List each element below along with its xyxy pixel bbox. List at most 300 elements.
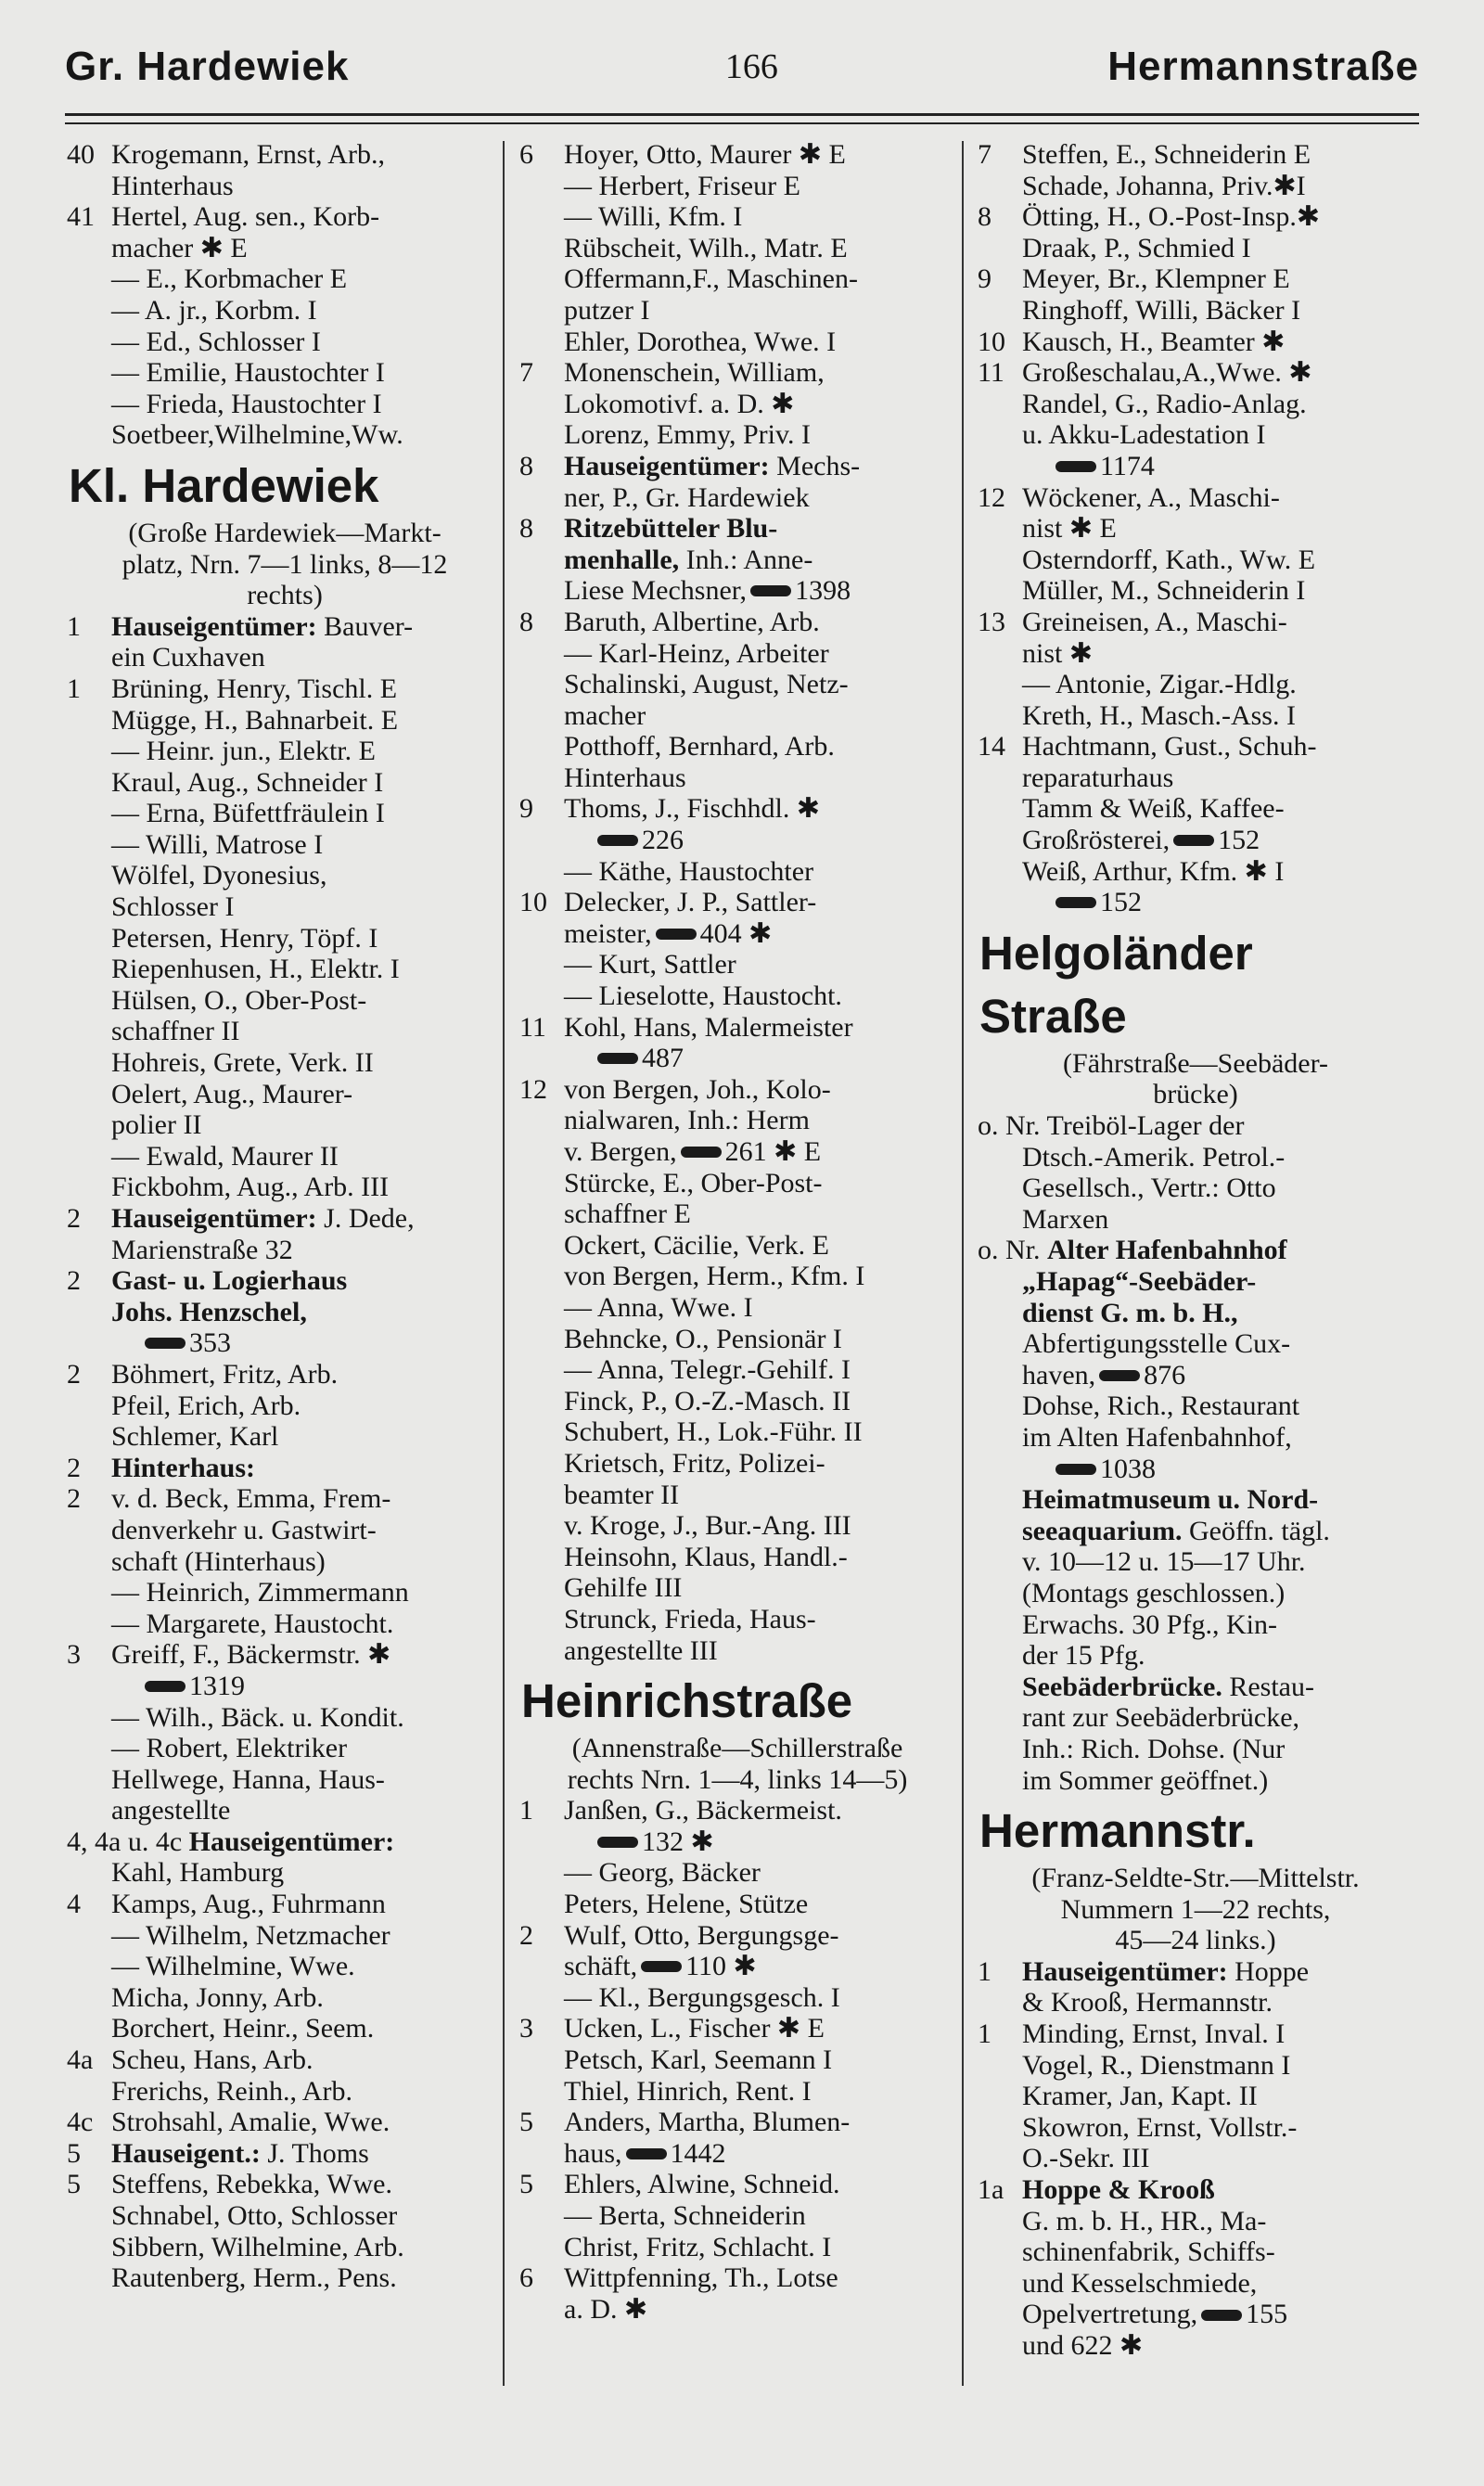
directory-entry <box>519 1480 955 1511</box>
house-number: o. Nr. <box>978 1110 1041 1142</box>
directory-entry <box>978 1235 1414 1266</box>
directory-entry <box>519 638 955 670</box>
directory-entry <box>67 1265 503 1297</box>
directory-entry <box>519 607 955 638</box>
directory-entry <box>67 295 503 327</box>
entry-text: Schlemer, Karl <box>111 1421 279 1453</box>
entry-text: Greiff, F., Bäckermstr. ✱ <box>111 1639 391 1671</box>
phone-number: 404 ✱ <box>699 917 773 949</box>
directory-entry <box>978 327 1414 358</box>
directory-entry <box>978 1454 1414 1485</box>
house-number: 2 <box>67 1483 81 1515</box>
entry-label: dienst G. m. b. H., <box>1022 1297 1238 1328</box>
directory-entry <box>519 357 955 389</box>
directory-entry <box>519 1354 955 1386</box>
entry-text: Inh.: Anne- <box>685 544 813 575</box>
telephone-icon <box>1055 1464 1096 1475</box>
entry-text: Gehilfe III <box>564 1572 683 1604</box>
entry-text: — Willi, Matrose I <box>111 828 324 860</box>
entry-text: Baruth, Albertine, Arb. <box>564 606 820 637</box>
entry-text: meister, <box>564 917 652 949</box>
house-number: 1 <box>978 1955 991 1987</box>
house-number: 11 <box>978 357 1004 389</box>
directory-entry <box>519 887 955 918</box>
directory-entry <box>519 2200 955 2232</box>
entry-text: Kreth, H., Masch.-Ass. I <box>1022 699 1296 731</box>
page-number: 166 <box>724 47 778 86</box>
directory-entry <box>67 1826 503 1858</box>
entry-text: polier II <box>111 1109 202 1141</box>
entry-text: Offermann,F., Maschinen- <box>564 263 858 295</box>
directory-entry <box>978 2236 1414 2268</box>
entry-text: nist ✱ E <box>1022 513 1117 545</box>
directory-entry <box>519 2169 955 2200</box>
entry-text: — Anna, Wwe. I <box>564 1291 753 1323</box>
entry-text: schäft, <box>564 1951 638 1982</box>
directory-entry <box>978 171 1414 202</box>
column-2 <box>519 139 955 2403</box>
entry-text: putzer I <box>564 294 650 326</box>
entry-text: — Ewald, Maurer II <box>111 1140 339 1172</box>
house-number: 9 <box>978 263 991 295</box>
directory-entry <box>519 2294 955 2326</box>
directory-entry <box>67 1951 503 1982</box>
directory-entry <box>519 1386 955 1417</box>
directory-entry <box>67 1297 503 1328</box>
directory-entry <box>519 171 955 202</box>
street-range-note: platz, Nrn. 7—1 links, 8—12 <box>122 548 448 580</box>
entry-label: Johs. Henzschel, <box>111 1296 307 1327</box>
phone-number: 353 <box>189 1327 231 1359</box>
directory-entry <box>978 856 1414 888</box>
directory-entry <box>978 669 1414 700</box>
street-range-note: (Fährstraße—Seebäder- <box>1063 1047 1328 1079</box>
telephone-icon <box>145 1681 186 1692</box>
directory-entry <box>978 389 1414 420</box>
entry-text: — Kl., Bergungsgesch. I <box>564 1981 840 2013</box>
phone-number: 1174 <box>1100 450 1155 481</box>
directory-entry <box>978 2206 1414 2237</box>
entry-label: Hauseigentümer: <box>1022 1955 1228 1987</box>
entry-text: v. 10—12 u. 15—17 Uhr. <box>1022 1546 1306 1578</box>
entry-text: Kohl, Hans, Malermeister <box>564 1011 853 1043</box>
house-number: 8 <box>978 201 991 233</box>
telephone-icon <box>1173 835 1214 846</box>
entry-text: — Lieselotte, Haustocht. <box>564 980 842 1012</box>
entry-text: Marienstraße 32 <box>111 1234 293 1265</box>
entry-text: Fickbohm, Aug., Arb. III <box>111 1172 390 1203</box>
directory-entry <box>519 762 955 794</box>
entry-text: (Montags geschlossen.) <box>1022 1577 1286 1608</box>
entry-text: schaffner II <box>111 1016 240 1047</box>
directory-entry <box>978 1173 1414 1204</box>
house-number: 13 <box>978 606 1005 637</box>
entry-text: — Ed., Schlosser I <box>111 326 321 357</box>
house-number: 1 <box>978 2018 991 2050</box>
directory-entry <box>67 201 503 233</box>
entry-text: — Berta, Schneiderin <box>564 2200 806 2231</box>
directory-entry <box>67 1702 503 1734</box>
directory-entry <box>67 2013 503 2044</box>
header-left-street: Gr. Hardewiek <box>65 44 350 89</box>
entry-text: angestellte III <box>564 1634 718 1666</box>
house-number: 4 <box>67 1889 81 1920</box>
directory-entry <box>978 2174 1414 2206</box>
entry-text: Abfertigungsstelle Cux- <box>1022 1328 1291 1360</box>
entry-label: menhalle, <box>564 544 680 575</box>
entry-text: Thoms, J., Fischhdl. ✱ <box>564 793 820 825</box>
entry-label: Hauseigentümer: <box>188 1826 395 1857</box>
entry-text: Kamps, Aug., Fuhrmann <box>111 1889 386 1920</box>
entry-text: Rübscheit, Wilh., Matr. E <box>564 232 848 263</box>
directory-entry <box>978 1578 1414 1609</box>
entry-text: — Willi, Kfm. I <box>564 201 743 233</box>
entry-text: — Antonie, Zigar.-Hdlg. <box>1022 669 1297 700</box>
directory-entry <box>67 1235 503 1266</box>
directory-entry <box>978 575 1414 607</box>
entry-text: v. Kroge, J., Bur.-Ang. III <box>564 1510 851 1542</box>
entry-text: haus, <box>564 2137 622 2169</box>
directory-entry <box>67 263 503 295</box>
house-number: 5 <box>519 2107 533 2138</box>
entry-text: Mügge, H., Bahnarbeit. E <box>111 704 399 736</box>
directory-entry <box>519 2107 955 2138</box>
directory-entry <box>978 451 1414 482</box>
directory-entry <box>67 1109 503 1141</box>
directory-entry <box>978 1328 1414 1360</box>
entry-text: Strohsahl, Amalie, Wwe. <box>111 2107 390 2138</box>
entry-text: Dohse, Rich., Restaurant <box>1022 1390 1300 1422</box>
directory-entry <box>978 2050 1414 2082</box>
phone-number: 1442 <box>670 2137 726 2169</box>
entry-text: Geöffn. tägl. <box>1189 1515 1330 1546</box>
directory-entry <box>67 1483 503 1515</box>
entry-text: Frerichs, Reinh., Arb. <box>111 2075 352 2107</box>
entry-text: Petsch, Karl, Seemann I <box>564 2044 833 2076</box>
entry-text: Gesellsch., Vertr.: Otto <box>1022 1173 1276 1204</box>
entry-text: Krogemann, Ernst, Arb., <box>111 139 385 170</box>
entry-text: Restau- <box>1229 1671 1314 1702</box>
house-number: 8 <box>519 513 533 545</box>
directory-entry <box>978 1390 1414 1422</box>
entry-text: macher <box>564 699 646 731</box>
entry-text: von Bergen, Herm., Kfm. I <box>564 1261 865 1292</box>
entry-text: Kramer, Jan, Kapt. II <box>1022 2081 1258 2112</box>
entry-text: Müller, M., Schneiderin I <box>1022 575 1306 607</box>
entry-label: Hinterhaus: <box>111 1452 256 1483</box>
entry-text: Hoppe <box>1235 1955 1310 1987</box>
directory-entry <box>978 887 1414 918</box>
directory-entry <box>519 700 955 732</box>
directory-entry <box>978 2018 1414 2050</box>
entry-text: — A. jr., Korbm. I <box>111 294 317 326</box>
house-number: 3 <box>519 2013 533 2044</box>
directory-entry <box>67 1546 503 1578</box>
house-number: 3 <box>67 1639 81 1671</box>
house-number: 4, 4a u. 4c <box>67 1826 183 1857</box>
street-range-note: (Franz-Seldte-Str.—Mittelstr. <box>1031 1863 1360 1894</box>
directory-entry <box>519 856 955 888</box>
entry-text: — Wilhelm, Netzmacher <box>111 1919 390 1951</box>
directory-entry <box>978 1204 1414 1236</box>
entry-text: Kahl, Hamburg <box>111 1857 285 1889</box>
house-number: 2 <box>67 1358 81 1390</box>
directory-entry <box>67 2262 503 2294</box>
phone-number: 155 <box>1246 2299 1288 2330</box>
entry-text: Draak, P., Schmied I <box>1022 232 1251 263</box>
directory-entry <box>978 1142 1414 1173</box>
entry-text: reparaturhaus <box>1022 762 1174 793</box>
entry-label: Ritzebütteler Blu- <box>564 513 778 545</box>
directory-entry <box>978 638 1414 670</box>
phone-number: 261 ✱ E <box>724 1136 822 1167</box>
directory-entry <box>67 1577 503 1608</box>
directory-entry <box>67 1733 503 1764</box>
entry-text: Treiböl-Lager der <box>1046 1110 1245 1142</box>
entry-text: — Heinr. jun., Elektr. E <box>111 736 376 767</box>
entry-text: — Frieda, Haustochter I <box>111 388 382 419</box>
directory-entry <box>67 1671 503 1702</box>
entry-text: Monenschein, William, <box>564 357 825 389</box>
directory-entry <box>519 327 955 358</box>
house-number: 2 <box>67 1265 81 1297</box>
telephone-icon <box>656 929 697 940</box>
house-number: 40 <box>67 139 95 170</box>
house-number: 1 <box>519 1795 533 1826</box>
telephone-icon <box>1055 461 1096 472</box>
directory-entry <box>67 1889 503 1920</box>
entry-text: rant zur Seebäderbrücke, <box>1022 1702 1300 1734</box>
entry-text: — Heinrich, Zimmermann <box>111 1577 409 1608</box>
directory-entry <box>67 891 503 923</box>
street-heading: Straße <box>979 989 1127 1043</box>
street-heading: Hermannstr. <box>979 1804 1256 1858</box>
entry-text: schaffner E <box>564 1198 691 1230</box>
entry-text: Weiß, Arthur, Kfm. ✱ I <box>1022 855 1285 887</box>
directory-entry <box>67 829 503 861</box>
house-number: 1 <box>67 610 81 642</box>
entry-text: Marxen <box>1022 1203 1109 1235</box>
entry-text: Ringhoff, Willi, Bäcker I <box>1022 294 1301 326</box>
entry-text: der 15 Pfg. <box>1022 1640 1145 1672</box>
entry-text: Steffens, Rebekka, Wwe. <box>111 2169 392 2200</box>
directory-entry <box>519 793 955 825</box>
directory-entry <box>519 1795 955 1826</box>
header-right-street: Hermannstraße <box>1107 44 1419 89</box>
house-number: 7 <box>519 357 533 389</box>
directory-entry <box>519 1542 955 1573</box>
entry-text: Janßen, G., Bäckermeist. <box>564 1795 842 1826</box>
directory-entry <box>67 1453 503 1484</box>
entry-text: Randel, G., Radio-Anlag. <box>1022 388 1307 419</box>
entry-text: Bauver- <box>324 610 414 642</box>
directory-entry <box>67 767 503 799</box>
directory-entry <box>519 139 955 171</box>
entry-label: Seebäderbrücke. <box>1022 1671 1222 1702</box>
entry-text: O.-Sekr. III <box>1022 2143 1150 2174</box>
directory-entry <box>978 1516 1414 1547</box>
column-1 <box>67 139 503 2403</box>
directory-entry <box>67 1608 503 1640</box>
directory-entry <box>67 985 503 1017</box>
directory-entry <box>978 1987 1414 2018</box>
entry-text: Micha, Jonny, Arb. <box>111 1981 324 2013</box>
entry-text: Rautenberg, Herm., Pens. <box>111 2262 397 2294</box>
entry-text: im Sommer geöffnet.) <box>1022 1764 1269 1796</box>
entry-text: Vogel, R., Dienstmann I <box>1022 2049 1291 2081</box>
house-number: 11 <box>519 1011 546 1043</box>
entry-text: Lokomotivf. a. D. ✱ <box>564 388 795 419</box>
telephone-icon <box>1201 2310 1242 2321</box>
entry-text: — Karl-Heinz, Arbeiter <box>564 637 829 669</box>
entry-text: im Alten Hafenbahnhof, <box>1022 1421 1292 1453</box>
entry-text: nialwaren, Inh.: Herm <box>564 1105 810 1136</box>
entry-text: Schubert, H., Lok.-Führ. II <box>564 1416 863 1448</box>
entry-label: Hauseigent.: <box>111 2137 261 2169</box>
directory-entry <box>978 1956 1414 1988</box>
directory-entry <box>67 673 503 705</box>
street-range-note: Nummern 1—22 rechts, <box>1060 1893 1331 1925</box>
directory-entry <box>67 233 503 264</box>
entry-text: & Krooß, Hermannstr. <box>1022 1987 1273 2018</box>
directory-entry <box>67 1172 503 1203</box>
house-number: 5 <box>67 2137 81 2169</box>
directory-entry <box>978 419 1414 451</box>
directory-entry <box>519 1168 955 1199</box>
column-3 <box>978 139 1414 2403</box>
directory-entry <box>519 1604 955 1635</box>
street-range-note: 45—24 links.) <box>1115 1925 1276 1956</box>
directory-entry <box>519 669 955 700</box>
directory-entry <box>67 2044 503 2076</box>
phone-number: 152 <box>1100 887 1142 918</box>
entry-label: Heimatmuseum u. Nord- <box>1022 1484 1319 1516</box>
entry-text: Scheu, Hans, Arb. <box>111 2044 313 2076</box>
entry-text: — Robert, Elektriker <box>111 1733 348 1764</box>
directory-entry <box>519 389 955 420</box>
directory-entry <box>67 1982 503 2014</box>
entry-text: Großeschalau,A.,Wwe. ✱ <box>1022 357 1312 389</box>
directory-entry <box>519 1105 955 1136</box>
directory-entry <box>67 1016 503 1047</box>
entry-text: Opelvertretung, <box>1022 2299 1198 2330</box>
directory-entry <box>978 1640 1414 1672</box>
directory-entry <box>978 1266 1414 1298</box>
directory-entry <box>67 1639 503 1671</box>
directory-entry <box>978 513 1414 545</box>
directory-entry <box>978 731 1414 762</box>
directory-entry <box>978 357 1414 389</box>
entry-label: Hauseigentümer: <box>564 450 770 481</box>
directory-entry <box>519 1074 955 1106</box>
directory-entry <box>978 2299 1414 2330</box>
entry-text: Potthoff, Bernhard, Arb. <box>564 731 835 762</box>
entry-text: macher ✱ E <box>111 232 248 263</box>
directory-entry <box>978 825 1414 856</box>
directory-entry <box>67 2169 503 2200</box>
entry-label: Hauseigentümer: <box>111 1203 317 1234</box>
phone-number: 110 ✱ <box>685 1951 757 1982</box>
entry-text: Lorenz, Emmy, Priv. I <box>564 419 812 451</box>
entry-text: Riepenhusen, H., Elektr. I <box>111 954 400 985</box>
entry-text: Kausch, H., Beamter ✱ <box>1022 326 1286 357</box>
entry-text: ein Cuxhaven <box>111 642 265 673</box>
directory-entry <box>67 389 503 420</box>
directory-entry <box>67 860 503 891</box>
directory-entry <box>67 1795 503 1826</box>
directory-entry <box>67 139 503 171</box>
directory-entry <box>67 1079 503 1110</box>
directory-entry <box>67 1327 503 1359</box>
directory-entry <box>519 2076 955 2108</box>
entry-text: Finck, P., O.-Z.-Masch. II <box>564 1385 851 1416</box>
running-header <box>65 41 1419 93</box>
directory-entry <box>67 1390 503 1422</box>
directory-entry <box>519 545 955 576</box>
house-number: 12 <box>519 1073 547 1105</box>
directory-entry <box>978 700 1414 732</box>
entry-text: Erwachs. 30 Pfg., Kin- <box>1022 1608 1277 1640</box>
directory-entry <box>519 1572 955 1604</box>
directory-entry <box>67 2076 503 2108</box>
directory-entry <box>978 2112 1414 2144</box>
phone-number: 1038 <box>1100 1453 1156 1484</box>
directory-entry <box>978 607 1414 638</box>
directory-entry <box>978 2268 1414 2300</box>
entry-text: — Anna, Telegr.-Gehilf. I <box>564 1354 851 1386</box>
entry-text: Böhmert, Fritz, Arb. <box>111 1358 339 1390</box>
directory-entry <box>519 201 955 233</box>
header-rule-bottom <box>65 122 1419 124</box>
directory-entry <box>519 1198 955 1230</box>
entry-text: Hinterhaus <box>564 762 686 793</box>
entry-text: Schlosser I <box>111 891 235 923</box>
house-number: 41 <box>67 201 95 233</box>
telephone-icon <box>681 1147 722 1158</box>
entry-text: Wittpfenning, Th., Lotse <box>564 2262 838 2294</box>
directory-entry <box>519 1043 955 1074</box>
directory-entry <box>67 1857 503 1889</box>
entry-text: denverkehr u. Gastwirt- <box>111 1514 377 1545</box>
directory-entry <box>67 1764 503 1796</box>
house-number: 1a <box>978 2174 1004 2206</box>
column-divider-2 <box>962 141 964 2386</box>
directory-entry <box>519 2013 955 2044</box>
entry-text: Schade, Johanna, Priv.✱I <box>1022 170 1306 201</box>
house-number: 2 <box>519 1919 533 1951</box>
telephone-icon <box>1099 1370 1140 1381</box>
directory-entry <box>67 705 503 737</box>
entry-text: angestellte <box>111 1795 231 1826</box>
phone-number: 226 <box>642 825 684 856</box>
entry-text: ner, P., Gr. Hardewiek <box>564 481 810 513</box>
directory-entry <box>978 1672 1414 1703</box>
entry-text: J. Dede, <box>324 1203 415 1234</box>
entry-text: v. Bergen, <box>564 1136 677 1167</box>
entry-text: und 622 ✱ <box>1022 2330 1144 2361</box>
directory-entry <box>67 1421 503 1453</box>
phone-number: 876 <box>1144 1359 1186 1390</box>
directory-entry <box>67 419 503 451</box>
entry-text: Skowron, Ernst, Vollstr.- <box>1022 2111 1298 2143</box>
entry-text: Hertel, Aug. sen., Korb- <box>111 201 380 233</box>
directory-entry <box>519 295 955 327</box>
entry-text: Wulf, Otto, Bergungsge- <box>564 1919 839 1951</box>
street-heading: Helgoländer <box>979 926 1253 980</box>
directory-entry <box>519 575 955 607</box>
phone-number: 1398 <box>795 575 851 607</box>
directory-entry <box>978 295 1414 327</box>
